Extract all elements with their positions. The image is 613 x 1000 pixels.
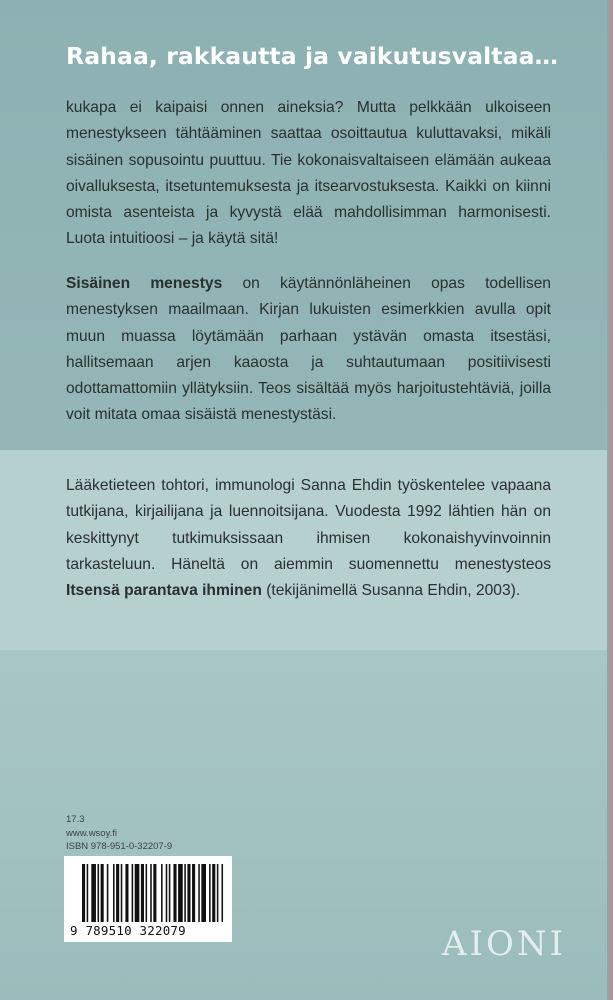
barcode-bar [113, 864, 115, 922]
blurb-paragraph-1: kukapa ei kaipaisi onnen aineksia? Mutta pelkkään ulkoiseen menestykseen tähtääminen saattaa osoittautua kuluttavaksi, mikäli sisäinen sopusointu puuttuu. Tie kokonaisvaltaiseen elämään aukeaa oivalluksesta, itsetuntemuksesta ja itsearvostuksesta. Kaikki on kiinni omista asenteista ja kyvystä elää mahdollisimman harmonisesti. Luota intuitioosi – ja käytä sitä! [66, 99, 551, 248]
barcode-bar [141, 864, 144, 922]
barcode-bar [184, 864, 186, 922]
logo-text: AIONI [442, 924, 567, 964]
barcode-bar [192, 864, 195, 922]
blurb-paragraph-2-text: on käytännönläheinen opas todellisen menestyksen maailmaan. Kirjan lukuisten esimerkkien avulla opit muun muassa löytämään parhaan ystävän omasta itsestäsi, hallitsemaan arjen kaaosta ja suhtautumaan positiivisesti odottamattomiin yllätyksiin. Teos sisältää myös harjoitustehtäviä, joilla voit mitata omaa sisäistä menestystäsi. [66, 275, 551, 424]
barcode-bar [98, 864, 100, 922]
barcode-bar [82, 864, 85, 922]
cover-title: Rahaa, rakkautta ja vaikutusvaltaa… [66, 42, 559, 70]
author-bio-text-end: (tekijänimellä Susanna Ehdin, 2003). [261, 582, 521, 600]
barcode-bar [125, 864, 128, 922]
barcode-bar [146, 864, 148, 922]
barcode-bar [166, 864, 168, 922]
barcode-bar [153, 864, 156, 922]
barcode-bar [212, 864, 215, 922]
isbn-text: ISBN 978-951-0-32207-9 [66, 841, 173, 853]
barcode-bar [91, 864, 96, 922]
previous-book-title: Itsensä parantava ihminen [66, 582, 262, 600]
barcode-bar [173, 864, 176, 922]
barcode-bar [150, 864, 152, 922]
store-watermark-logo [442, 924, 592, 974]
barcode-bar [209, 864, 211, 922]
author-bio-text-start: Lääketieteen tohtori, immunologi Sanna Ehdin työskentelee vapaana tutkijana, kirjailijana ja luennoitsijana. Vuodesta 1992 lähtien hän on keskittynyt tutkimuksissaan ihmisen kokonaishyvinvoinnin tarkasteluun. Häneltä on aiemmin suomennettu menestysteos [66, 477, 551, 573]
author-bio-paragraph [66, 473, 551, 604]
barcode-bar [201, 864, 206, 922]
barcode-bar [169, 864, 171, 922]
book-title-bold: Sisäinen menestys [66, 275, 223, 292]
barcode-bar [222, 864, 224, 922]
barcode-bar [101, 864, 104, 922]
spine-edge [607, 0, 613, 1000]
barcode-digits: 9 789510 322079 [70, 923, 186, 938]
barcode-bar [135, 864, 140, 922]
publisher-website: www.wsoy.fi [66, 827, 118, 839]
isbn-barcode [64, 856, 232, 942]
barcode-bar [198, 864, 200, 922]
barcode-bar [161, 864, 163, 922]
barcode-bar [116, 864, 119, 922]
barcode-bar [217, 864, 219, 922]
barcode-bar [132, 864, 134, 922]
classification-code: 17.3 [66, 814, 85, 825]
blurb-paragraph-2 [66, 271, 551, 429]
barcode-bar [87, 864, 89, 922]
barcode-bar [107, 864, 109, 922]
barcode-bar [187, 864, 190, 922]
barcode-bar [178, 864, 183, 922]
barcode-bar [121, 864, 123, 922]
